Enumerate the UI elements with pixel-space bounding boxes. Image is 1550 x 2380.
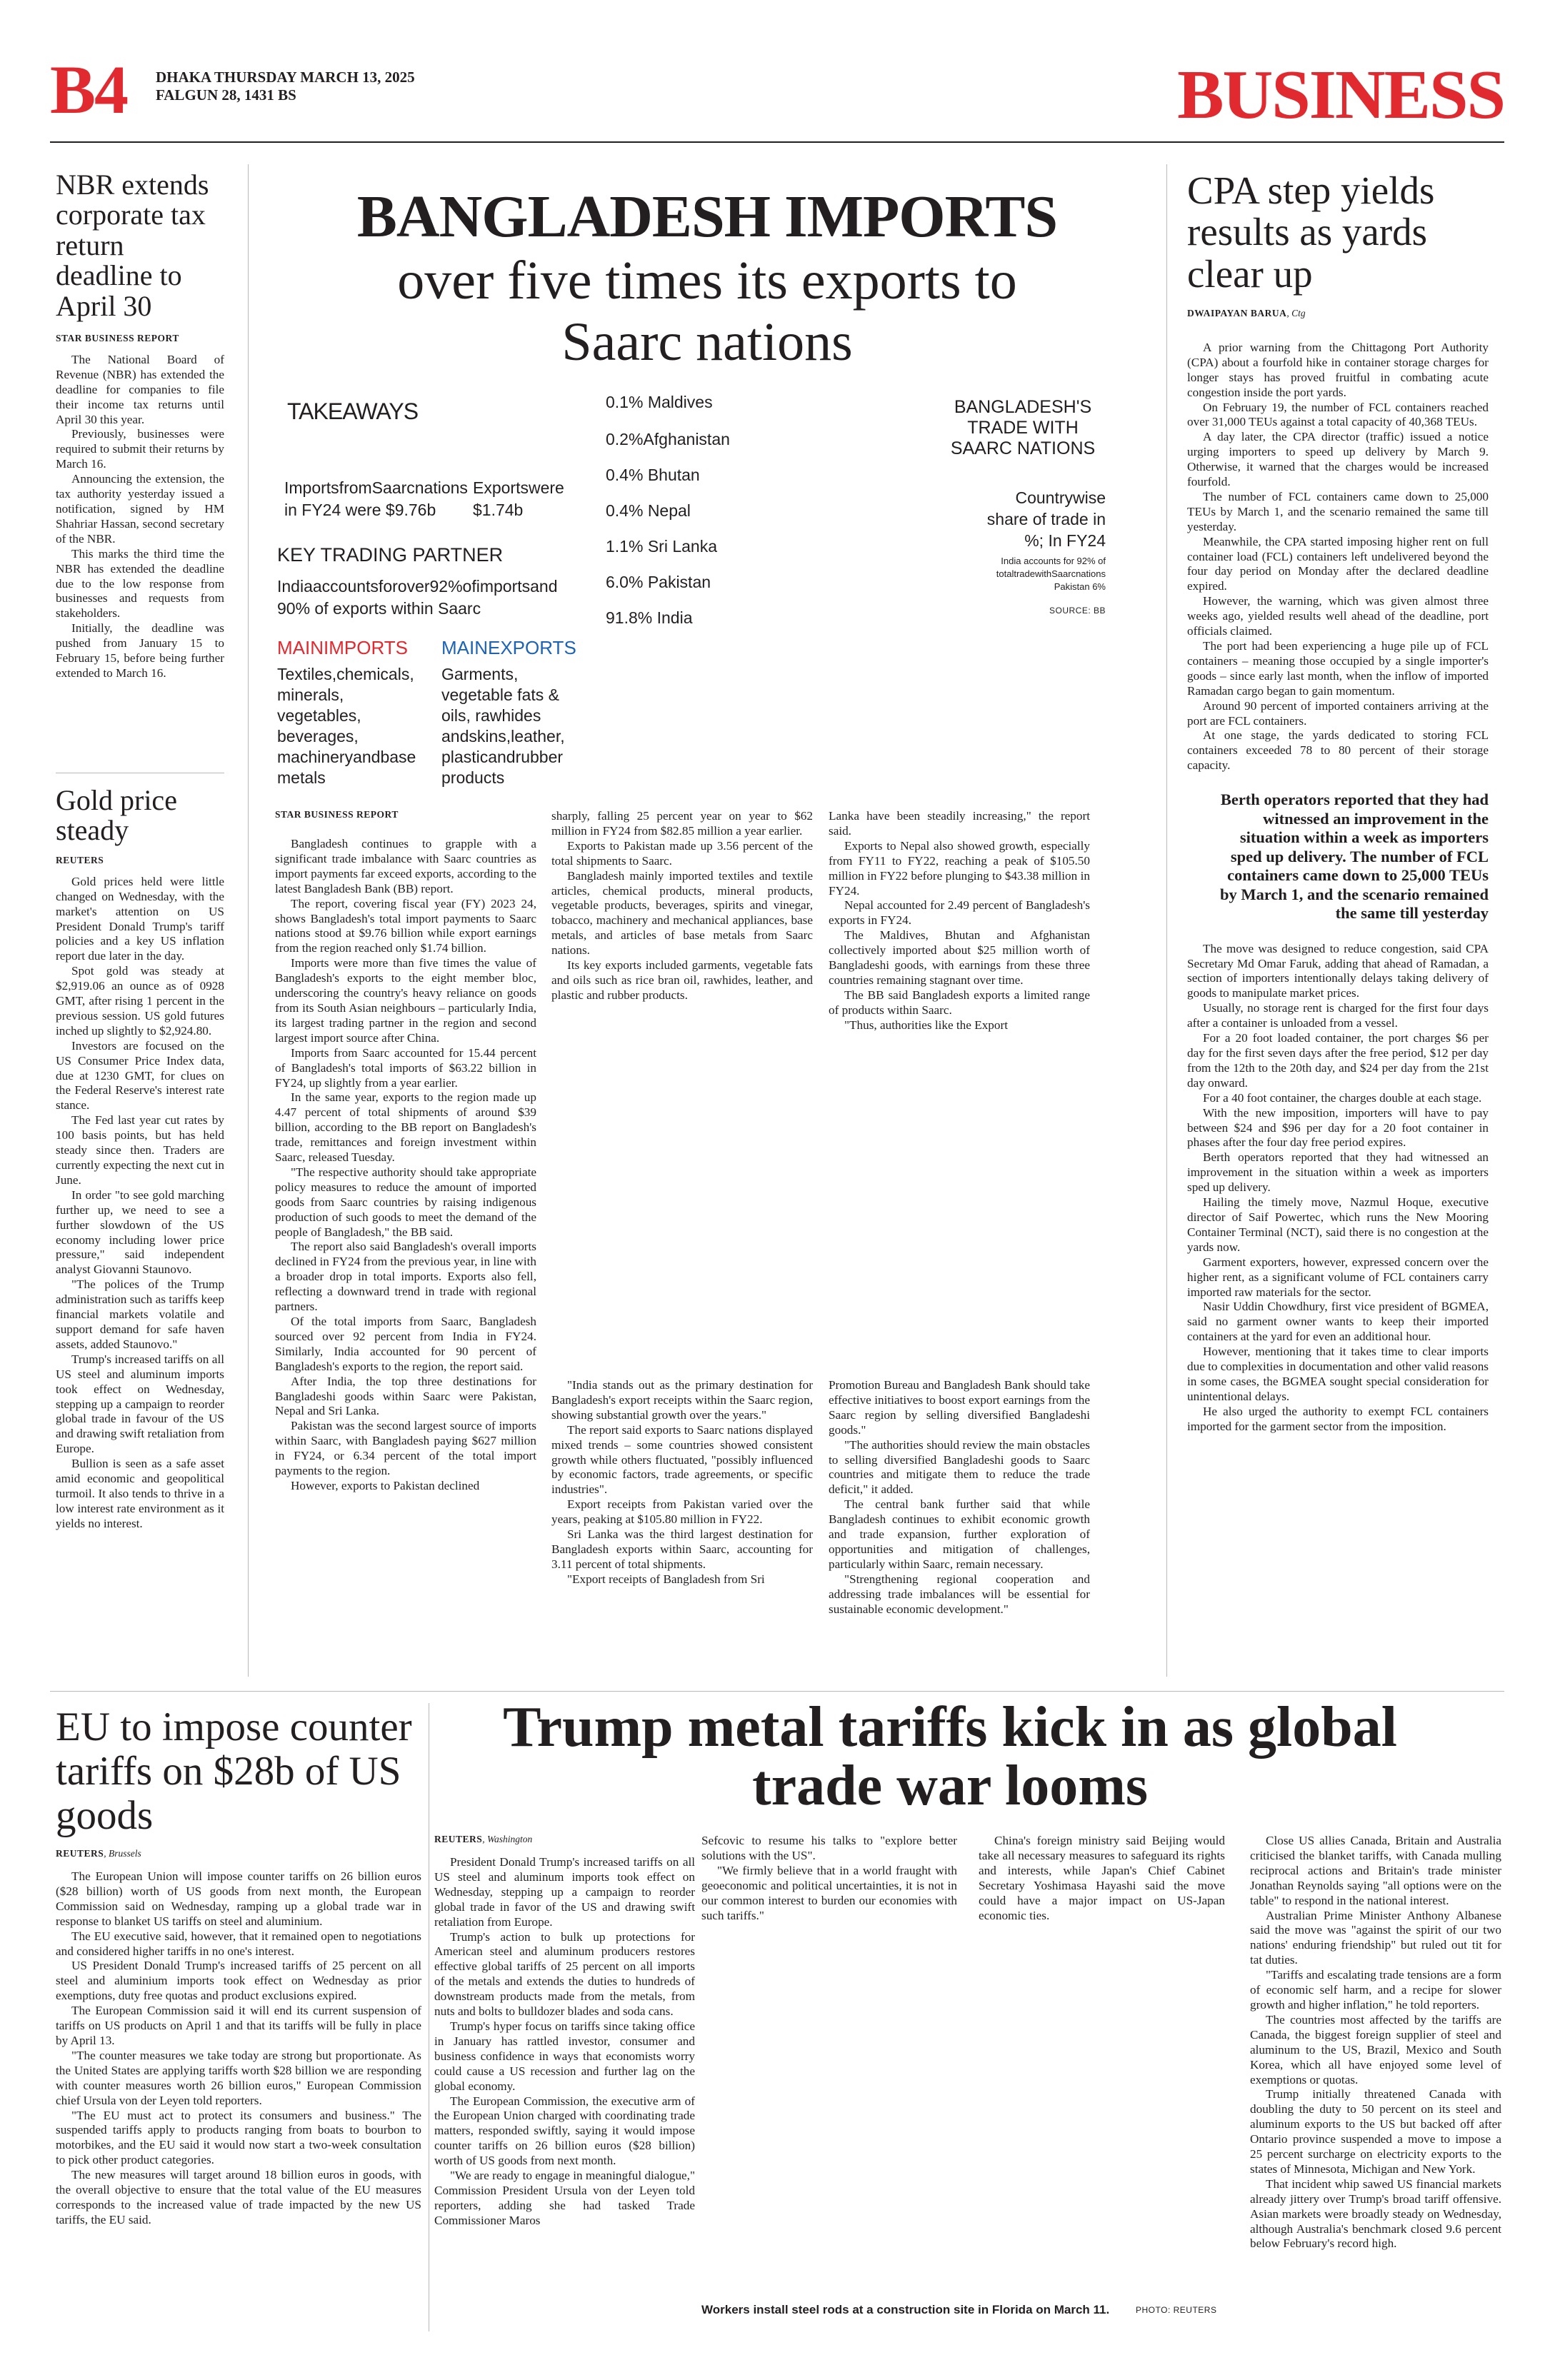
paragraph: "We firmly believe that in a world fraught with geoeconomic and political uncertainties, it is not in our common interest to burden our economies with such tariffs." bbox=[701, 1863, 957, 1922]
trump-byline bbox=[434, 1834, 695, 1845]
trump-col-1 bbox=[434, 1834, 695, 2229]
country-share: 1.1% Sri Lanka bbox=[606, 537, 717, 556]
paragraph: Promotion Bureau and Bangladesh Bank should take effective initiatives to boost export earnings from the Saarc region by selling diversified Bangladeshi goods." bbox=[829, 1378, 1090, 1437]
paragraph: Imports from Saarc accounted for 15.44 percent of Bangladesh's total imports of $63.22 billion in FY24, up slightly from a year earlier. bbox=[275, 1045, 536, 1090]
paragraph: The report said exports to Saarc nations displayed mixed trends – some countries showed consistent growth while others fluctuated, "possibly influenced by economic factors, trade agreements, or specific industries". bbox=[551, 1422, 813, 1497]
trump-col-3 bbox=[979, 1834, 1225, 1923]
paragraph: The European Commission said it will end its current suspension of tariffs on US products on April 1 and that its tariffs will be fully in place by April 13. bbox=[56, 2004, 421, 2047]
eu-headline: EU to impose counter tariffs on $28b of US goods bbox=[56, 1704, 412, 1838]
paragraph: Investors are focused on the US Consumer Price Index data, due at 1230 GMT, for clues on the Federal Reserve's interest rate stance. bbox=[56, 1038, 224, 1113]
paragraph: Nepal accounted for 2.49 percent of Bangladesh's exports in FY24. bbox=[829, 898, 1090, 928]
paragraph: The National Board of Revenue (NBR) has extended the deadline for companies to file their income tax returns until April 30 this year. bbox=[56, 352, 224, 426]
paragraph: Usually, no storage rent is charged for the first four days after a container is unloaded from a vessel. bbox=[1187, 1001, 1489, 1030]
paragraph: "India stands out as the primary destination for Bangladesh's export receipts within the Saarc region, showing substantial growth over the years." bbox=[551, 1378, 813, 1422]
paragraph: Around 90 percent of imported containers arriving at the port are FCL containers. bbox=[1187, 698, 1489, 728]
byline-location: , Brussels bbox=[104, 1848, 141, 1859]
paragraph: "Thus, authorities like the Export bbox=[844, 1018, 1008, 1032]
main-imports-text: Textiles,chemicals, minerals, vegetables, beverages, machineryandbase metals bbox=[277, 665, 416, 787]
paragraph: The report, covering fiscal year (FY) 2023 24, shows Bangladesh's total import payments to Saarc nations stood at $9.76 billion while export earnings from the region reached only $1.74 billion. bbox=[275, 896, 536, 955]
paragraph: sharply, falling 25 percent year on year to $62 million in FY24 from $82.85 million a year earlier. bbox=[551, 809, 813, 838]
bengali-date: FALGUN 28, 1431 BS bbox=[156, 86, 296, 104]
paragraph: Bangladesh continues to grapple with a significant trade imbalance with Saarc countries as import payments far exceed exports, according to the latest Bangladesh Bank (BB) report. bbox=[275, 837, 536, 895]
infographic-subtitle: Countrywise share of trade in %; In FY24 bbox=[986, 488, 1106, 550]
eu-byline bbox=[56, 1848, 421, 1859]
paragraph: Trump's increased tariffs on all US steel and aluminum imports took effect on Wednesday, stepping up a campaign to reorder global trade in favour of the US and drawing swift retaliation from Europe. bbox=[56, 1352, 224, 1456]
nbr-headline: NBR extends corporate tax return deadline to April 30 bbox=[56, 169, 209, 322]
date-line: DHAKA THURSDAY MARCH 13, 2025 bbox=[156, 69, 415, 86]
paragraph: The report also said Bangladesh's overall imports declined in FY24 from the previous year, in line with a broader drop in total imports. Exports also fell, reflecting a downward trend in trade with regional partners. bbox=[275, 1240, 536, 1314]
country-share: 0.2%Afghanistan bbox=[606, 430, 730, 448]
country-share: 0.4% Bhutan bbox=[606, 466, 700, 484]
paragraph: For a 20 foot loaded container, the port charges $6 per day for the first seven days after the free period, $12 per day from the 12th to the 20th day, and $24 per day from the 21st day onward. bbox=[1187, 1031, 1489, 1090]
paragraph: With the new imposition, importers will have to pay between $24 and $96 per day for a 20 foot container in phases after the four day free period expires. bbox=[1187, 1105, 1489, 1150]
cpa-byline bbox=[1187, 308, 1489, 319]
main-exports-title: MAINEXPORTS bbox=[441, 637, 576, 658]
page-number: B4 bbox=[50, 51, 128, 128]
paragraph: The European Union will impose counter tariffs on 26 billion euros ($28 billion) worth of US goods from next month, the European Commission said on Wednesday, ramping up a global trade war in response to blanket US tariffs on steel and aluminium. bbox=[56, 1869, 421, 1928]
paragraph: Sefcovic to resume his talks to "explore better solutions with the US". bbox=[701, 1834, 957, 1862]
gold-byline: REUTERS bbox=[56, 854, 104, 865]
exports-takeaway: Exportswere $1.74b bbox=[473, 478, 564, 519]
paragraph: "The authorities should review the main obstacles to selling diversified Bangladeshi goods to Saarc countries and mitigate them to reduce the trade deficit," it added. bbox=[829, 1437, 1090, 1497]
paragraph: Berth operators reported that they had witnessed an improvement in the situation within a week as importers sped up delivery. bbox=[1187, 1150, 1489, 1195]
paragraph: A prior warning from the Chittagong Port Authority (CPA) about a fourfold hike in container storage charges for longer stays has proved fruitful in combating acute congestion inside the port yards. bbox=[1187, 340, 1489, 399]
paragraph: Announcing the extension, the tax authority yesterday issued a notification, signed by HM Shahriar Hassan, second secretary of the NBR. bbox=[56, 472, 224, 546]
country-share: 0.1% Maldives bbox=[606, 393, 713, 411]
author-name: DWAIPAYAN BARUA bbox=[1187, 307, 1287, 318]
photo-caption: Workers install steel rods at a construction site in Florida on March 11. bbox=[701, 2303, 1110, 2316]
paragraph: Trump's hyper focus on tariffs since taking office in January has rattled investor, consumer and business confidence in ways that economists worry could cause a US recession and further lag on the global economy. bbox=[434, 2019, 695, 2093]
paragraph: The port had been experiencing a huge pile up of FCL containers – meaning those occupied by a single importer's goods – since early last month, when the inflow of imported Ramadan cargo began to gain momentum. bbox=[1187, 639, 1489, 698]
eu-story bbox=[56, 1705, 421, 2228]
paragraph: The BB said Bangladesh exports a limited range of products within Saarc. bbox=[829, 988, 1090, 1017]
nbr-story bbox=[56, 170, 224, 681]
paragraph: Australian Prime Minister Anthony Albanese said the move was "against the spirit of our two nations' enduring friendship" but ruled out tit for tat duties. bbox=[1250, 1908, 1501, 1967]
paragraph: On February 19, the number of FCL containers reached over 31,000 TEUs against a total capacity of 40,368 TEUs. bbox=[1187, 400, 1489, 429]
paragraph: Close US allies Canada, Britain and Australia criticised the blanket tariffs, with Canada mulling reciprocal actions and Britain's trade minister Jonathan Reynolds saying "all options were on the table" to respond in the national interest. bbox=[1250, 1834, 1501, 1907]
paragraph: Garment exporters, however, expressed concern over the higher rent, as a significant volume of FCL containers carry imported raw materials for the sector. bbox=[1187, 1255, 1489, 1299]
agency-name: REUTERS bbox=[434, 1834, 483, 1844]
country-share: 6.0% Pakistan bbox=[606, 573, 711, 591]
infographic-note: totaltradewithSaarcnations bbox=[996, 568, 1106, 579]
paragraph: Exports to Nepal also showed growth, especially from FY11 to FY22, reaching a peak of $105.50 million in FY22 before plunging to $43.38 million in FY24. bbox=[829, 838, 1090, 898]
imports-takeaway: ImportsfromSaarcnations in FY24 were $9.76b bbox=[284, 478, 468, 519]
paragraph: "Strengthening regional cooperation and addressing trade imbalances will be essential for sustainable economic development." bbox=[829, 1572, 1090, 1616]
paragraph: Initially, the deadline was pushed from January 15 to February 15, before being further extended to March 16. bbox=[56, 621, 224, 680]
trump-headline: Trump metal tariffs kick in as global trade war looms bbox=[503, 1696, 1397, 1817]
lead-headline-light: over five times its exports to Saarc nations bbox=[397, 251, 1017, 372]
paragraph: Meanwhile, the CPA started imposing higher rent on full container load (FCL) containers left undelivered beyond the four day period on Monday after the declared deadline expired. bbox=[1187, 534, 1489, 593]
byline-location: , Washington bbox=[482, 1834, 533, 1844]
paragraph: The new measures will target around 18 billion euros in goods, with the overall objective to ensure that the total value of the EU measures corresponds to the increased value of trade impacted by the new US tariffs, the EU said. bbox=[56, 2168, 421, 2226]
paragraph: In order "to see gold marching further up, we need to see a further slowdown of the US economy including lower price pressure," said independent analyst Giovanni Staunovo. bbox=[56, 1188, 224, 1277]
paragraph: Exports to Pakistan made up 3.56 percent of the total shipments to Saarc. bbox=[551, 838, 813, 868]
paragraph: President Donald Trump's increased tariffs on all US steel and aluminum imports took effect on Wednesday, stepping up a campaign to reorder global trade in favor of the US and drawing swift retaliation from Europe. bbox=[434, 1855, 695, 1929]
paragraph: This marks the third time the NBR has extended the deadline due to the low response from businesses and requests from stakeholders. bbox=[56, 546, 224, 621]
infographic-source: SOURCE: BB bbox=[1049, 606, 1106, 616]
pull-quote: Berth operators reported that they had witnessed an improvement in the situation within a week as importers sped up delivery. The number of FCL containers came down to 25,000 TEUs by March 1, and the scenario remained the same till yesterday bbox=[1219, 790, 1489, 923]
paragraph: That incident whip sawed US financial markets already jittery over Trump's broad tariff offensive. Asian markets were broadly steady on Wednesday, although Australia's benchmark closed 9.6 percent below February's record high. bbox=[1250, 2176, 1501, 2251]
paragraph: However, mentioning that it takes time to clear imports due to complexities in documentation and other valid reasons in some cases, the BGMEA sought special consideration for unintentional delays. bbox=[1187, 1345, 1489, 1403]
nbr-byline: STAR BUSINESS REPORT bbox=[56, 332, 179, 343]
paragraph: However, exports to Pakistan declined bbox=[291, 1478, 480, 1492]
paragraph: The central bank further said that while Bangladesh continues to exhibit economic growth and trade expansion, further exploration of opportunities and mitigation of challenges, particularly within Saarc, remain necessary. bbox=[829, 1497, 1090, 1571]
section-divider bbox=[50, 1691, 1504, 1692]
main-exports-text: Garments, vegetable fats & oils, rawhides andskins,leather, plasticandrubber products bbox=[441, 665, 565, 787]
gold-body bbox=[56, 875, 224, 1532]
paragraph: Export receipts from Pakistan varied over the years, peaking at $105.80 million in FY22. bbox=[551, 1497, 813, 1527]
byline-location: , Ctg bbox=[1286, 307, 1306, 318]
paragraph: US President Donald Trump's increased tariffs of 25 percent on all steel and aluminium imports took effect on Wednesday as prior exemptions, duty free quotas and product exclusions expired. bbox=[56, 1959, 421, 2003]
cpa-body-b bbox=[1187, 942, 1489, 1435]
paragraph: Lanka have been steadily increasing," the report said. bbox=[829, 809, 1090, 838]
paragraph: Bullion is seen as a safe asset amid economic and geopolitical turmoil. It also tends to thrive in a low interest rate environment as it yields no interest. bbox=[56, 1457, 224, 1530]
paragraph: Of the total imports from Saarc, Bangladesh sourced over 92 percent from India in FY24. Similarly, India accounted for 90 percent of Bangladesh's exports to the region, the report said. bbox=[275, 1315, 536, 1373]
paragraph: The Fed last year cut rates by 100 basis points, but has held steady since then. Traders are currently expecting the next cut in June. bbox=[56, 1113, 224, 1187]
lead-col-3-top bbox=[829, 809, 1090, 1033]
paragraph: "The respective authority should take appropriate policy measures to reduce the amount of imported goods from Saarc countries by raising indigenous production of such goods to meet the demand of the people of Bangladesh," the BB said. bbox=[275, 1165, 536, 1239]
paragraph: Hailing the timely move, Nazmul Hoque, executive director of Saif Powertec, which runs the New Mooring Container Terminal (NCT), said there is no congestion at the yards now. bbox=[1187, 1195, 1489, 1254]
takeaways-title: TAKEAWAYS bbox=[287, 398, 419, 424]
paragraph: The number of FCL containers came down to 25,000 TEUs by March 1, and the scenario remained the same till yesterday. bbox=[1187, 489, 1489, 533]
infographic bbox=[271, 386, 1157, 793]
column-rule bbox=[248, 164, 249, 1677]
infographic-note: India accounts for 92% of bbox=[1001, 556, 1106, 566]
cpa-story bbox=[1187, 170, 1489, 1435]
lead-byline: STAR BUSINESS REPORT bbox=[275, 809, 399, 820]
column-rule bbox=[1166, 164, 1167, 1677]
lead-headline bbox=[264, 184, 1150, 373]
masthead-rule bbox=[50, 141, 1504, 143]
paragraph: "Export receipts of Bangladesh from Sri bbox=[567, 1572, 765, 1586]
paragraph: He also urged the authority to exempt FCL containers imported for the garment sector from the imposition. bbox=[1187, 1404, 1489, 1433]
key-partner-text: Indiaaccountsforover92%ofimportsand 90% of exports within Saarc bbox=[277, 577, 558, 618]
main-imports-title: MAINIMPORTS bbox=[277, 637, 408, 658]
paragraph: Pakistan was the second largest source of imports within Saarc, with Bangladesh paying $627 million in FY24, or 6.34 percent of the total import payments to the region. bbox=[275, 1419, 536, 1478]
paragraph: After India, the top three destinations for Bangladeshi goods within Saarc were Pakistan, Nepal and Sri Lanka. bbox=[275, 1374, 536, 1418]
paragraph: "Tariffs and escalating trade tensions are a form of economic self harm, and a recipe for slower growth and higher inflation," he told reporters. bbox=[1250, 1968, 1501, 2012]
paragraph: Imports were more than five times the value of Bangladesh's exports to the eight member bloc, underscoring the country's heavy reliance on goods from its South Asian neighbours – particularly India, its largest trading partner in the region and second largest import source after China. bbox=[275, 956, 536, 1045]
paragraph: For a 40 foot container, the charges double at each stage. bbox=[1203, 1090, 1482, 1105]
lead-col-3-bottom bbox=[829, 1378, 1090, 1617]
paragraph: "The counter measures we take today are strong but proportionate. As the United States are applying tariffs worth $28 billion we are responding with counter measures worth 26 billion euros," European Commission chief Ursula von der Leyen told reporters. bbox=[56, 2048, 421, 2107]
country-share: 0.4% Nepal bbox=[606, 501, 691, 520]
paragraph: The Maldives, Bhutan and Afghanistan collectively imported about $25 million worth of Bangladeshi goods, with earnings from these three countries remaining stagnant over time. bbox=[829, 928, 1090, 987]
paragraph: "The polices of the Trump administration such as tariffs keep financial markets volatile and support demand for safe haven assets, added Staunovo." bbox=[56, 1277, 224, 1351]
paragraph: "The EU must act to protect its consumers and business." The suspended tariffs apply to products ranging from boats to bourbon to motorbikes, and the EU said it would now start a two-week consultation to pick other product categories. bbox=[56, 2108, 421, 2167]
lead-col-2-bottom bbox=[551, 1378, 813, 1587]
infographic-title: BANGLADESH'S TRADE WITH SAARC NATIONS bbox=[950, 397, 1096, 458]
paragraph: At one stage, the yards dedicated to storing FCL containers exceeded 78 to 80 percent of their storage capacity. bbox=[1187, 728, 1489, 773]
photo-credit: PHOTO: REUTERS bbox=[1136, 2305, 1217, 2315]
lead-col-2-top bbox=[551, 809, 813, 1003]
cpa-headline: CPA step yields results as yards clear up bbox=[1187, 169, 1435, 296]
infographic-note: Pakistan 6% bbox=[1054, 581, 1106, 592]
lead-col-1 bbox=[275, 837, 536, 1494]
paragraph: Bangladesh mainly imported textiles and textile articles, chemical products, mineral products, vegetable products, beverages, spirits and vinegar, tobacco, machinery and mechanical appliances, base metals, and articles of base metals from Saarc nations. bbox=[551, 868, 813, 958]
paragraph: Gold prices held were little changed on Wednesday, with the market's attention on US President Donald Trump's tariff policies and a key US inflation report due later in the day. bbox=[56, 874, 224, 963]
paragraph: Sri Lanka was the third largest destination for Bangladesh exports within Saarc, accounting for 3.11 percent of total shipments. bbox=[551, 1527, 813, 1571]
paragraph: The European Commission, the executive arm of the European Union charged with coordinating trade matters, responded swiftly, saying it would impose counter tariffs on 26 billion euros ($28 billion) worth of US goods from next month. bbox=[434, 2094, 695, 2168]
trump-col-2 bbox=[701, 1834, 957, 1923]
trump-body-1 bbox=[434, 1855, 695, 2229]
country-share: 91.8% India bbox=[606, 608, 693, 627]
nbr-body bbox=[56, 353, 224, 681]
paragraph: A day later, the CPA director (traffic) issued a notice urging importers to speed up delivery by March 9. Otherwise, it warned that the charges would be increased fourfold. bbox=[1187, 430, 1489, 489]
paragraph: However, the warning, which was given almost three weeks ago, yielded results well ahead of the deadline, port officials claimed. bbox=[1187, 594, 1489, 638]
paragraph: Spot gold was steady at $2,919.06 an ounce as of 0928 GMT, after rising 1 percent in the previous session. US gold futures inched up slightly to $2,924.80. bbox=[56, 964, 224, 1038]
paragraph: Trump's action to bulk up protections for American steel and aluminum producers restores effective global tariffs of 25 percent on all imports of the metals and extends the duties to hundreds of downstream products made from the metals, from nuts and bolts to bulldozer blades and soda cans. bbox=[434, 1929, 695, 2019]
eu-body bbox=[56, 1869, 421, 2228]
section-title: BUSINESS bbox=[1177, 56, 1504, 134]
paragraph: Its key exports included garments, vegetable fats and oils such as rice bran oil, rawhides, leather, and plastic and rubber products. bbox=[551, 958, 813, 1002]
paragraph: Previously, businesses were required to submit their returns by March 16. bbox=[56, 427, 224, 471]
gold-story bbox=[56, 785, 224, 1532]
key-partner-title: KEY TRADING PARTNER bbox=[277, 544, 504, 566]
trump-col-4 bbox=[1250, 1834, 1501, 2251]
paragraph: The EU executive said, however, that it remained open to negotiations and considered higher tariffs in no one's interest. bbox=[56, 1929, 421, 1958]
gold-headline: Gold price steady bbox=[56, 784, 177, 847]
paragraph: In the same year, exports to the region made up 4.47 percent of total shipments of around $39 billion, according to the BB report on Bangladesh's trade, remittances and foreign investment within Saarc, released Tuesday. bbox=[275, 1090, 536, 1165]
paragraph: Trump initially threatened Canada with doubling the duty to 50 percent on its steel and aluminum exports to the US but backed off after Ontario province suspended a move to impose a 25 percent surcharge on electricity exports to the states of Minnesota, Michigan and New York. bbox=[1250, 2087, 1501, 2176]
paragraph: China's foreign ministry said Beijing would take all necessary measures to safeguard its rights and interests, while Japan's Chief Cabinet Secretary Yoshimasa Hayashi said the move could have a major impact on US-Japan economic ties. bbox=[979, 1834, 1225, 1922]
paragraph: Nasir Uddin Chowdhury, first vice president of BGMEA, said no garment owner wants to keep their imported containers at the yard for even an additional hour. bbox=[1187, 1300, 1489, 1344]
agency-name: REUTERS bbox=[56, 1848, 104, 1859]
paragraph: "We are ready to engage in meaningful dialogue," Commission President Ursula von der Leyen told reporters, adding she had tasked Trade Commissioner Maros bbox=[434, 2169, 695, 2227]
lead-headline-bold: BANGLADESH IMPORTS bbox=[356, 184, 1058, 250]
paragraph: The countries most affected by the tariffs are Canada, the biggest foreign supplier of steel and aluminum to the US, Brazil, Mexico and South Korea, which all have enjoyed some level of exemptions or quotas. bbox=[1250, 2012, 1501, 2087]
cpa-body-a bbox=[1187, 341, 1489, 773]
paragraph: The move was designed to reduce congestion, said CPA Secretary Md Omar Faruk, adding that ahead of Ramadan, a section of importers intentionally delays taking delivery of goods to manipulate market prices. bbox=[1187, 941, 1489, 1000]
